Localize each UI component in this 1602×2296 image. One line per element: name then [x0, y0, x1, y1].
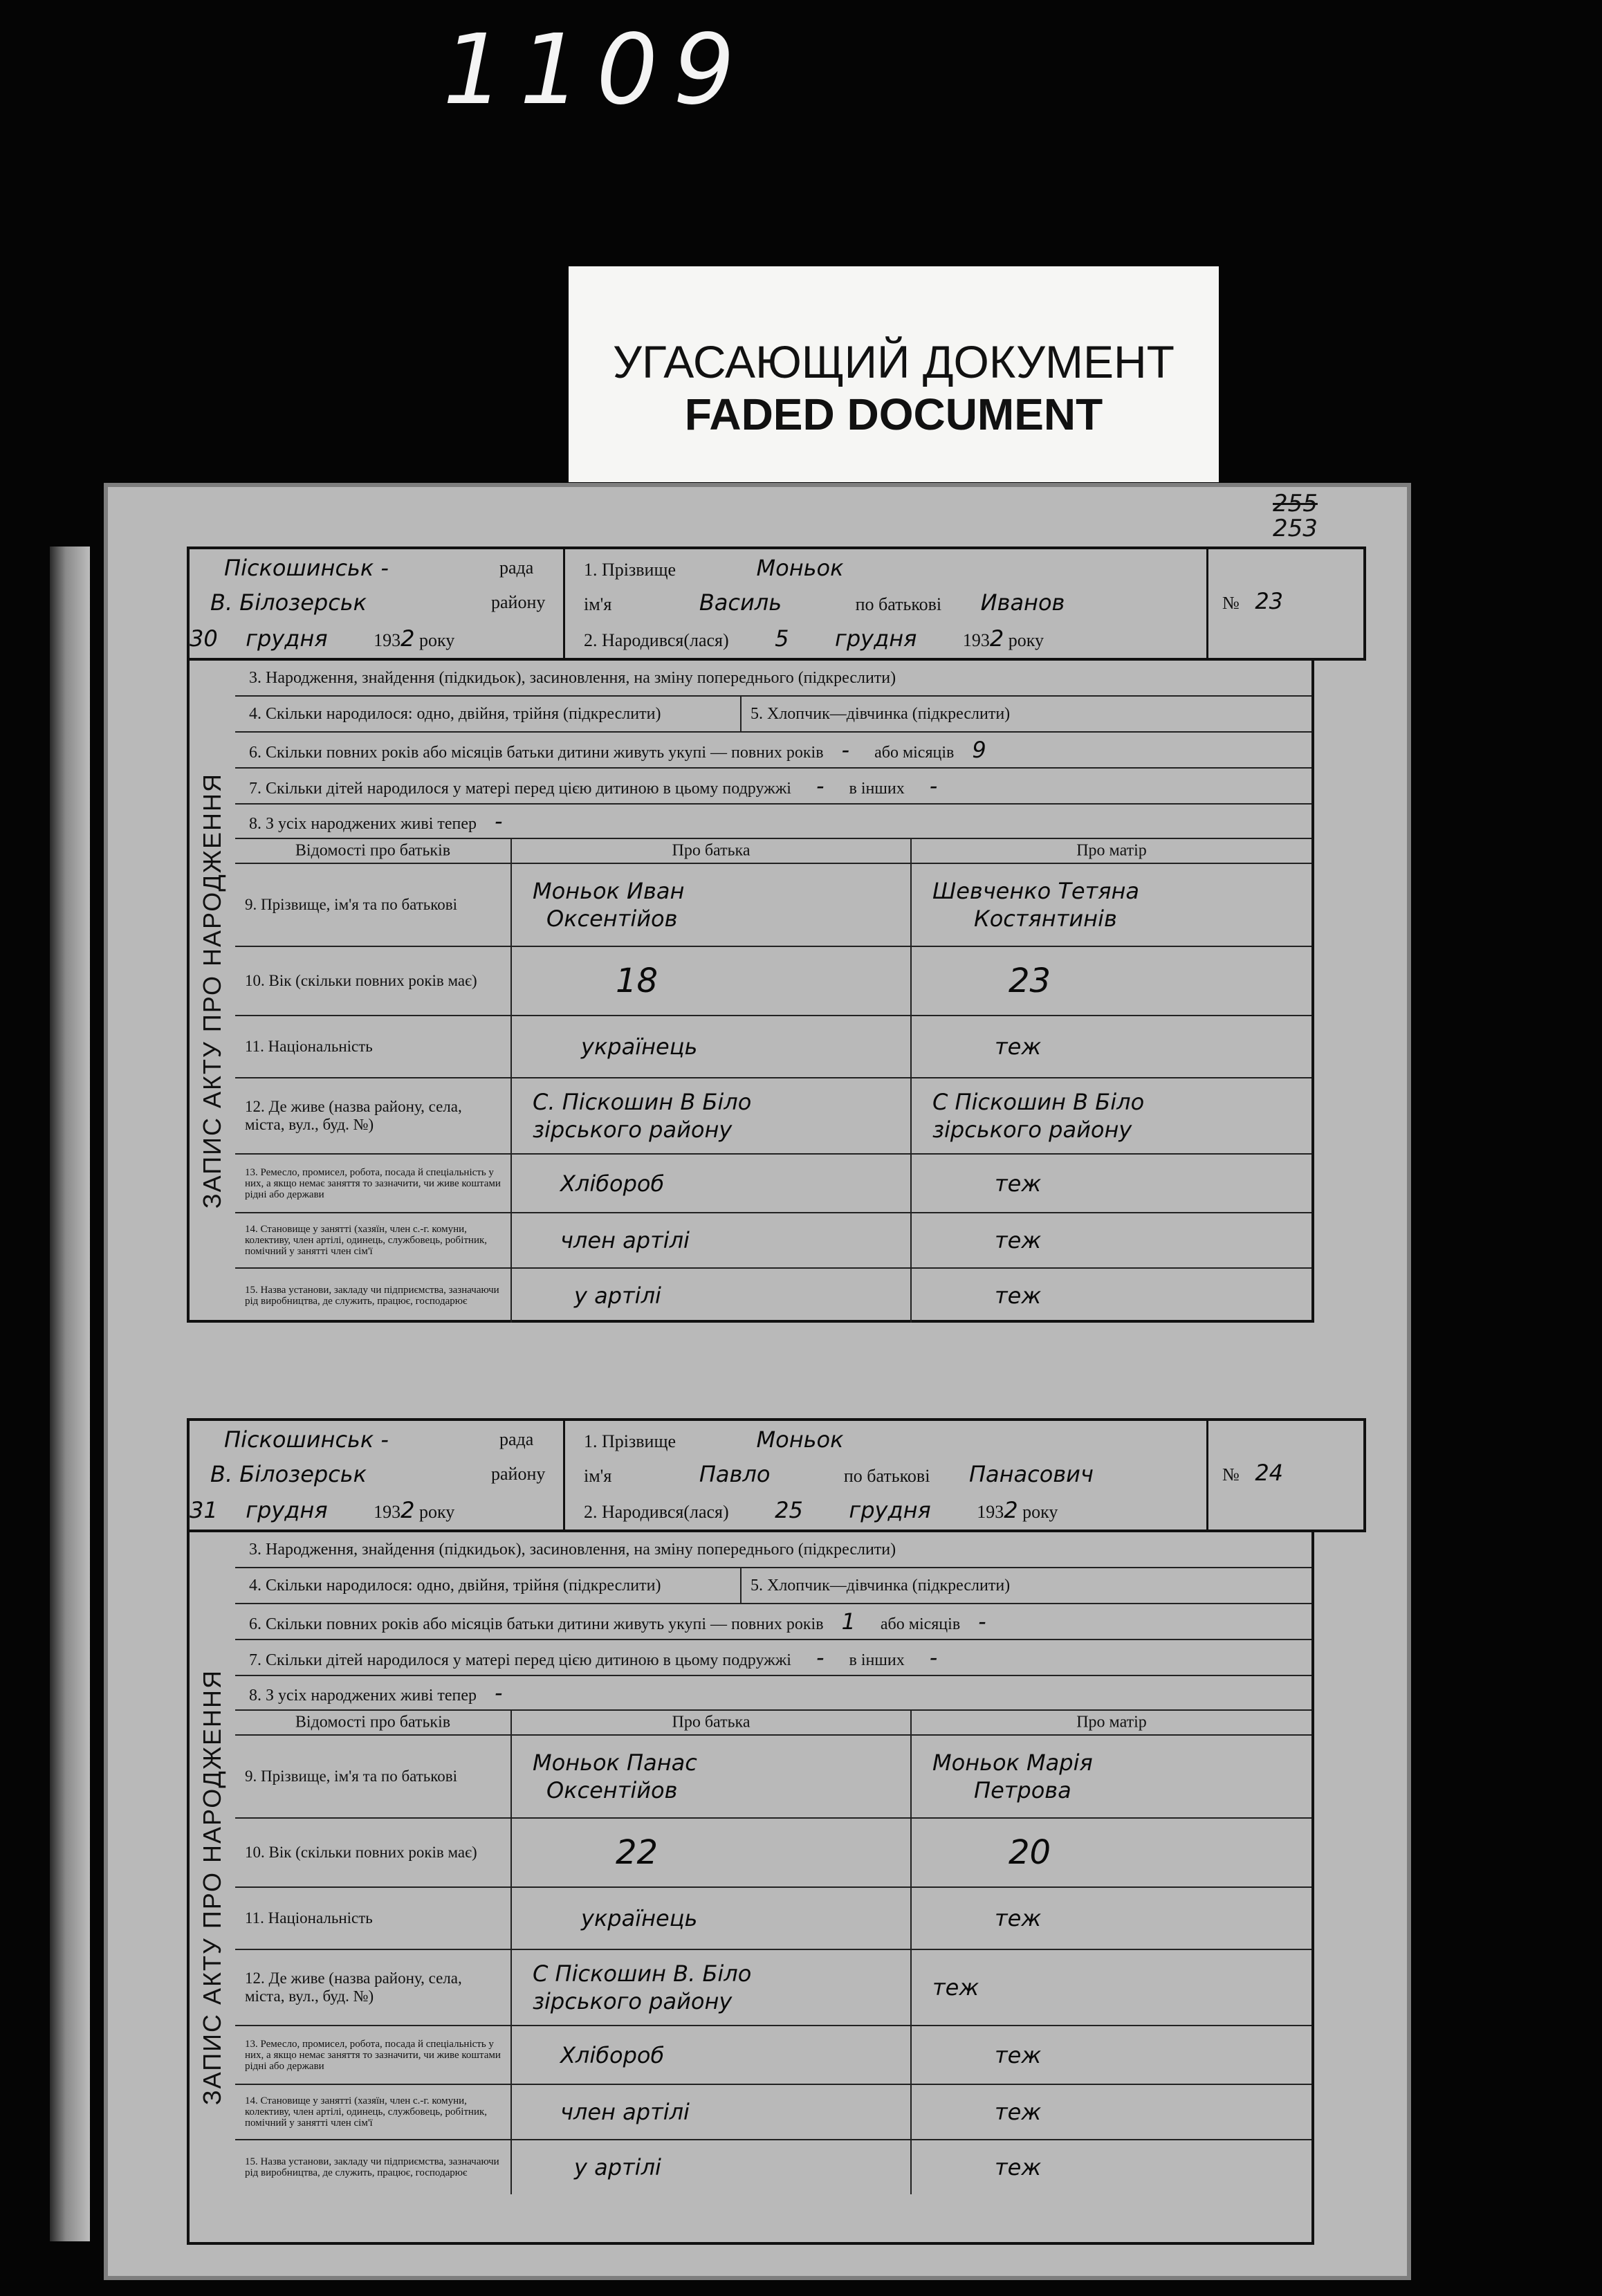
row-9-label: 9. Прізвище, ім'я та по батькові [245, 896, 458, 913]
record-number-box [1206, 1421, 1365, 1530]
mother-address-line-1: теж [932, 1974, 979, 2001]
father-address-line-1: С Піскошин В. Біло [533, 1960, 752, 1987]
col-father: Про батька [672, 841, 751, 860]
mother-workplace: теж [995, 2154, 1042, 2180]
record-body [235, 661, 1314, 1323]
birth-label: 2. Народився(лася) [584, 1502, 729, 1522]
record-number: 23 [1255, 588, 1284, 614]
faded-label-en: FADED DOCUMENT [684, 389, 1103, 439]
row-4-label: 4. Скільки народилося: одно, двійня, трійня (підкреслити) [249, 1577, 661, 1595]
row-10-label: 10. Вік (скільки повних років має) [245, 972, 477, 989]
row-3 [235, 661, 1311, 697]
reg-year-prefix: 193 [374, 630, 401, 650]
record-body [235, 1532, 1314, 2245]
sheet-number-stamp [1273, 491, 1318, 541]
father-name-line-1: Моньок Панас [533, 1749, 697, 1776]
row-15-label: 15. Назва установи, закладу чи підприємства, зазначаючи рід виробництва, де служить, працює, господарює [245, 1285, 499, 1307]
row-7 [235, 1640, 1311, 1676]
patronymic-value: Иванов [980, 589, 1065, 616]
alive-now: - [495, 808, 503, 834]
birth-year-label: року [1022, 1502, 1058, 1522]
father-nationality: українець [581, 1905, 698, 1931]
mother-position: теж [995, 2099, 1042, 2125]
mother-name-line-1: Шевченко Тетяна [932, 878, 1140, 904]
reg-year-label: року [418, 630, 455, 650]
side-label-text: ЗАПИС АКТУ ПРО НАРОДЖЕННЯ [198, 772, 226, 1209]
reg-year-prefix: 193 [374, 1502, 401, 1522]
months-together: 9 [972, 737, 986, 763]
row-5-label: 5. Хлопчик—дівчинка (підкреслити) [751, 705, 1011, 723]
row-10-label: 10. Вік (скільки повних років має) [245, 1844, 477, 1861]
row-10-age [235, 947, 1311, 1016]
father-address-line-2: зірського району [533, 1117, 733, 1143]
row-4-label: 4. Скільки народилося: одно, двійня, трійня (підкреслити) [249, 705, 661, 723]
birth-month: грудня [849, 1497, 931, 1523]
mother-address-line-2: зірського району [932, 1117, 1132, 1143]
patronymic-value: Панасович [968, 1461, 1094, 1487]
surname-label: 1. Прізвище [584, 1431, 676, 1451]
row-14-position [235, 2085, 1311, 2140]
row-6-label: 6. Скільки повних років або місяців батьки дитини живуть укупі — повних років [249, 1615, 824, 1633]
registration-block [190, 1421, 565, 1530]
row-13-label: 13. Ремесло, промисел, робота, посада й спеціальність у них, а якщо немає заняття то зазначити, чи живе коштами рідні або держави [245, 1166, 501, 1200]
mother-nationality: теж [995, 1034, 1042, 1060]
birth-record [187, 1418, 1366, 2245]
col-father: Про батька [672, 1713, 751, 1732]
torn-page-edge [50, 547, 90, 2241]
row-13-occupation [235, 1155, 1311, 1213]
mother-name-line-1: Моньок Марія [932, 1749, 1093, 1776]
months-together: - [978, 1608, 986, 1635]
father-occupation: Хлібороб [560, 1170, 665, 1197]
record-header [187, 1418, 1366, 1532]
alive-now: - [495, 1680, 503, 1706]
name-value: Павло [699, 1461, 771, 1487]
record-header [187, 547, 1366, 661]
birth-year-label: року [1008, 630, 1044, 650]
mother-workplace: теж [995, 1283, 1042, 1309]
row-8-label: 8. З усіх народжених живі тепер [249, 815, 477, 833]
father-address-line-1: С. Піскошин В Біло [533, 1089, 752, 1115]
father-name-line-2: Оксентійов [546, 906, 678, 932]
row-14-position [235, 1213, 1311, 1269]
row-7-label: 7. Скільки дітей народилося у матері перед цією дитиною в цьому подружжі [249, 1651, 791, 1669]
birth-label: 2. Народився(лася) [584, 630, 729, 650]
surname-value: Моньок [756, 1426, 844, 1453]
raion-value: В. Білозерськ [210, 1461, 367, 1487]
row-9-names [235, 1736, 1311, 1819]
row-7b-label: в інших [849, 1651, 905, 1669]
father-address-line-2: зірського району [533, 1988, 733, 2014]
birth-day: 25 [775, 1497, 803, 1523]
patronymic-label: по батькові [843, 1466, 930, 1486]
children-other-marriage: - [929, 1644, 938, 1671]
registration-block [190, 549, 565, 658]
col-parents-info: Відомості про батьків [295, 1713, 451, 1732]
row-7 [235, 769, 1311, 805]
children-other-marriage: - [929, 773, 938, 799]
birth-year-prefix: 193 [977, 1502, 1004, 1522]
row-13-occupation [235, 2026, 1311, 2085]
father-name-line-2: Оксентійов [546, 1777, 678, 1803]
row-11-nationality [235, 1888, 1311, 1950]
reg-month: грудня [246, 625, 328, 652]
parents-table-header [235, 839, 1311, 864]
row-12-label: 12. Де живе (назва району, села, міста, вул., буд. №) [245, 1098, 462, 1133]
children-this-marriage: - [816, 773, 825, 799]
row-13-label: 13. Ремесло, промисел, робота, посада й спеціальність у них, а якщо немає заняття то зазначити, чи живе коштами рідні або держави [245, 2038, 501, 2072]
birth-year-suffix: 2 [1004, 1497, 1018, 1523]
name-value: Василь [699, 589, 782, 616]
children-this-marriage: - [816, 1644, 825, 1671]
mother-nationality: теж [995, 1905, 1042, 1931]
mother-address-line-1: С Піскошин В Біло [932, 1089, 1145, 1115]
rada-label: рада [499, 1429, 534, 1449]
row-8 [235, 805, 1311, 839]
surname-label: 1. Прізвище [584, 560, 676, 580]
side-label-text: ЗАПИС АКТУ ПРО НАРОДЖЕННЯ [198, 1669, 226, 2106]
father-age: 22 [616, 1833, 659, 1872]
years-together: - [841, 737, 850, 763]
father-occupation: Хлібороб [560, 2041, 665, 2068]
rada-value: Піскошинськ - [224, 1426, 389, 1453]
birth-day: 5 [775, 625, 789, 652]
row-9-names [235, 864, 1311, 947]
mother-age: 23 [1009, 962, 1051, 1000]
father-age: 18 [616, 962, 659, 1000]
patronymic-label: по батькові [855, 594, 942, 614]
parents-table-header [235, 1711, 1311, 1736]
birth-month: грудня [835, 625, 917, 652]
mother-age: 20 [1009, 1833, 1051, 1872]
reg-month: грудня [246, 1497, 328, 1523]
reg-year-suffix: 2 [400, 625, 415, 652]
mother-occupation: теж [995, 1170, 1042, 1197]
faded-label-ru: УГАСАЮЩИЙ ДОКУМЕНТ [613, 336, 1175, 387]
raion-label: району [491, 1464, 546, 1484]
raion-label: району [491, 592, 546, 612]
record-side-label [187, 1532, 235, 2245]
mother-position: теж [995, 1227, 1042, 1253]
sheet-number-new: 253 [1273, 515, 1318, 542]
col-mother: Про матір [1076, 1713, 1147, 1732]
record-number-label: № [1222, 1464, 1240, 1485]
row-12-address [235, 1078, 1311, 1155]
row-12-label: 12. Де живе (назва району, села, міста, вул., буд. №) [245, 1969, 462, 2005]
father-name-line-1: Моньок Иван [533, 878, 685, 904]
birth-record [187, 547, 1366, 1325]
rada-label: рада [499, 558, 534, 578]
mother-occupation: теж [995, 2041, 1042, 2068]
row-7b-label: в інших [849, 780, 905, 798]
row-15-workplace [235, 1269, 1311, 1323]
row-4-5 [235, 1568, 1311, 1604]
row-15-label: 15. Назва установи, закладу чи підприємства, зазначаючи рід виробництва, де служить, працює, господарює [245, 2156, 499, 2178]
row-15-workplace [235, 2140, 1311, 2194]
row-11-label: 11. Національність [245, 1909, 373, 1927]
name-label: ім'я [584, 594, 612, 614]
row-3-label: 3. Народження, знайдення (підкидьок), засиновлення, на зміну попереднього (підкреслити) [249, 669, 896, 687]
row-11-label: 11. Національність [245, 1038, 373, 1055]
archive-number: 1109 [443, 14, 751, 127]
row-14-label: 14. Становище у занятті (хазяїн, член с.-г. комуни, колективу, член артілі, одинець, службовець, робітник, помічний у занятті член сім'ї [245, 1224, 488, 1257]
row-9-label: 9. Прізвище, ім'я та по батькові [245, 1767, 458, 1785]
name-label: ім'я [584, 1466, 612, 1486]
row-14-label: 14. Становище у занятті (хазяїн, член с.-г. комуни, колективу, член артілі, одинець, службовець, робітник, помічний у занятті член сім'ї [245, 2095, 488, 2129]
row-4-5 [235, 697, 1311, 733]
record-number: 24 [1255, 1460, 1284, 1486]
col-parents-info: Відомості про батьків [295, 841, 451, 860]
sheet-number-old: 255 [1273, 490, 1318, 517]
row-6 [235, 1604, 1311, 1640]
father-nationality: українець [581, 1034, 698, 1060]
father-workplace: у артілі [574, 2154, 661, 2180]
record-number-box [1206, 549, 1365, 658]
faded-document-label [569, 266, 1219, 482]
surname-value: Моньок [756, 555, 844, 581]
reg-year-label: року [418, 1502, 455, 1522]
row-8 [235, 1676, 1311, 1711]
reg-day: 30 [190, 625, 218, 652]
row-7-label: 7. Скільки дітей народилося у матері перед цією дитиною в цьому подружжі [249, 780, 791, 798]
rada-value: Піскошинськ - [224, 555, 389, 581]
father-workplace: у артілі [574, 1283, 661, 1309]
row-3 [235, 1532, 1311, 1568]
birth-year-suffix: 2 [989, 625, 1004, 652]
row-5-label: 5. Хлопчик—дівчинка (підкреслити) [751, 1577, 1011, 1595]
row-8-label: 8. З усіх народжених живі тепер [249, 1687, 477, 1705]
row-6-label: 6. Скільки повних років або місяців батьки дитини живуть укупі — повних років [249, 744, 824, 762]
reg-year-suffix: 2 [400, 1497, 415, 1523]
row-12-address [235, 1950, 1311, 2026]
father-position: член артілі [560, 2099, 690, 2125]
reg-day: 31 [190, 1497, 218, 1523]
mother-name-line-2: Костянтинів [974, 906, 1117, 932]
years-together: 1 [841, 1608, 856, 1635]
father-position: член артілі [560, 1227, 690, 1253]
mother-name-line-2: Петрова [974, 1777, 1071, 1803]
raion-value: В. Білозерськ [210, 589, 367, 616]
birth-year-prefix: 193 [962, 630, 990, 650]
record-side-label [187, 661, 235, 1323]
col-mother: Про матір [1076, 841, 1147, 860]
row-6 [235, 733, 1311, 769]
row-3-label: 3. Народження, знайдення (підкидьок), засиновлення, на зміну попереднього (підкреслити) [249, 1541, 896, 1559]
row-11-nationality [235, 1016, 1311, 1078]
row-6b-label: або місяців [880, 1615, 961, 1633]
row-6b-label: або місяців [874, 744, 955, 762]
row-10-age [235, 1819, 1311, 1888]
record-number-label: № [1222, 593, 1240, 613]
